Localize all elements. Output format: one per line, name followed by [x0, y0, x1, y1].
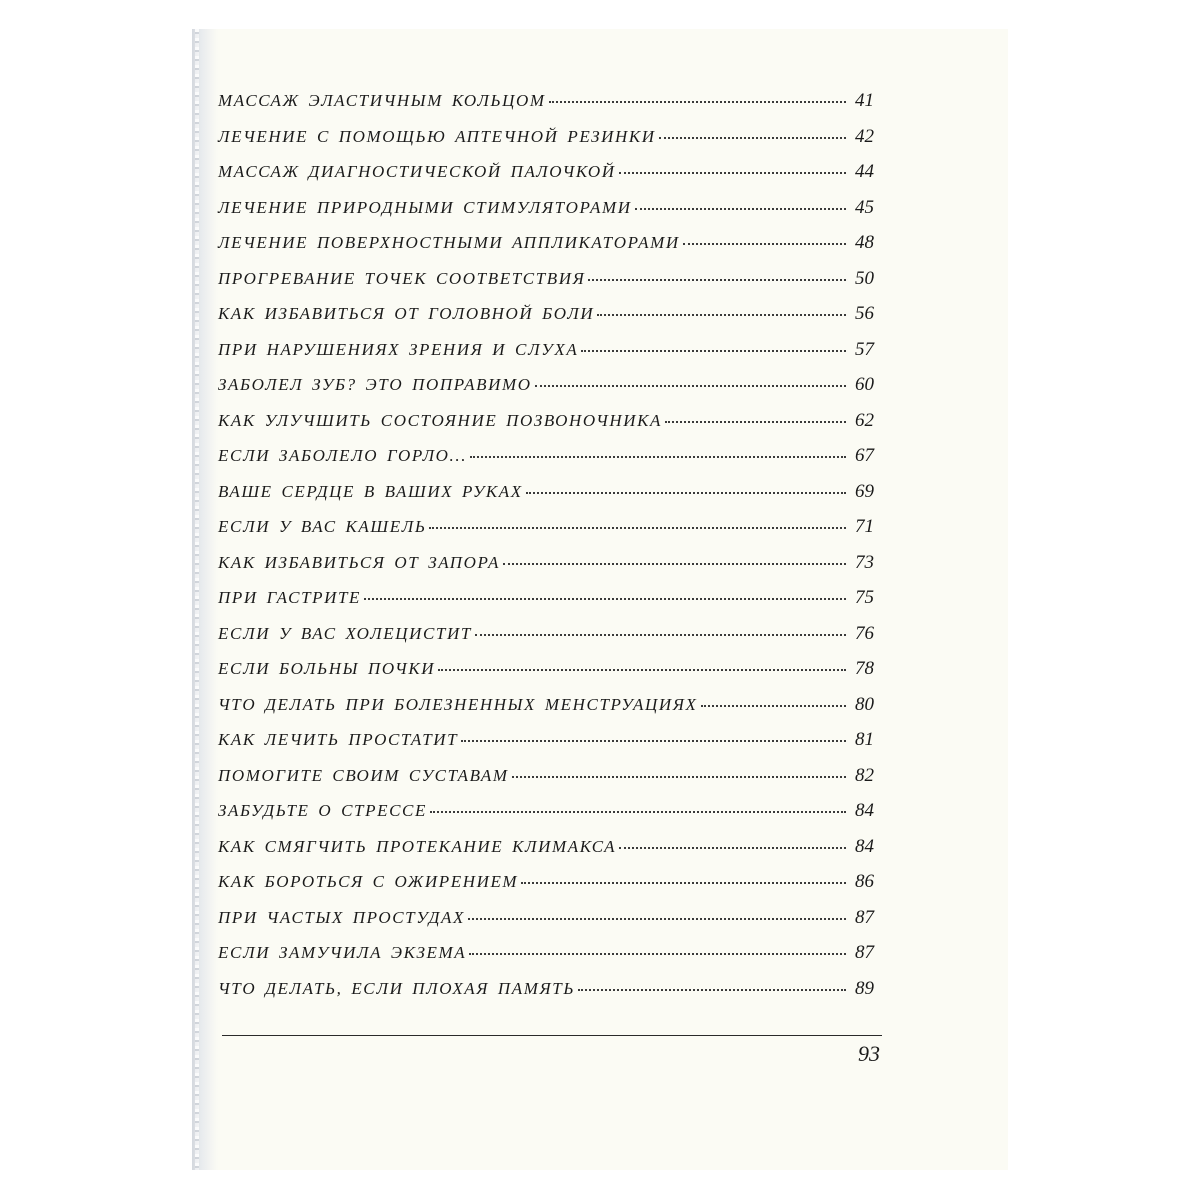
toc-entry-page-number: 45	[855, 196, 874, 218]
toc-entry-title: ЕСЛИ У ВАС КАШЕЛЬ	[218, 517, 427, 536]
toc-dot-leader	[665, 421, 846, 423]
toc-dot-leader	[578, 989, 846, 991]
toc-entry-page-number: 82	[855, 764, 874, 786]
toc-entry-page-number: 73	[855, 551, 874, 573]
toc-entry-title: ЗАБУДЬТЕ О СТРЕССЕ	[218, 801, 427, 820]
toc-entry-page-number: 76	[855, 622, 874, 644]
toc-dot-leader	[364, 598, 846, 600]
toc-dot-leader	[581, 350, 846, 352]
toc-entry-page-number: 48	[855, 232, 874, 253]
toc-dot-leader	[597, 314, 846, 316]
page-number: 93	[858, 1041, 880, 1066]
toc-entry-title: ЕСЛИ ЗАБОЛЕЛО ГОРЛО...	[218, 446, 468, 465]
toc-entry	[218, 942, 874, 978]
toc-entry	[218, 303, 874, 339]
toc-entry	[218, 836, 874, 872]
toc-entry	[218, 800, 874, 836]
toc-entry-page-number: 56	[855, 303, 874, 324]
toc-entry-page-number: 75	[855, 587, 874, 608]
toc-entry	[218, 410, 874, 446]
toc-dot-leader	[469, 953, 846, 955]
toc-entry	[218, 232, 874, 268]
toc-dot-leader	[430, 811, 846, 813]
toc-dot-leader	[521, 882, 846, 884]
toc-entry	[218, 978, 874, 1014]
book-page	[192, 29, 1008, 1170]
toc-entry-title: ЧТО ДЕЛАТЬ ПРИ БОЛЕЗНЕННЫХ МЕНСТРУАЦИЯХ	[218, 694, 698, 714]
toc-entry	[218, 90, 874, 126]
toc-entry-page-number: 84	[855, 835, 874, 857]
toc-entry-title: ЛЕЧЕНИЕ ПОВЕРХНОСТНЫМИ АППЛИКАТОРАМИ	[218, 233, 680, 252]
toc-entry-title: ЕСЛИ БОЛЬНЫ ПОЧКИ	[218, 659, 436, 678]
toc-entry	[218, 516, 874, 552]
toc-entry	[218, 729, 874, 765]
toc-entry-page-number: 62	[855, 409, 874, 431]
toc-entry-title: ЛЕЧЕНИЕ ПРИРОДНЫМИ СТИМУЛЯТОРАМИ	[218, 197, 632, 217]
toc-entry-page-number: 67	[855, 445, 874, 466]
toc-entry-title: ЛЕЧЕНИЕ С ПОМОЩЬЮ АПТЕЧНОЙ РЕЗИНКИ	[218, 126, 656, 146]
toc-entry-page-number: 69	[855, 480, 874, 502]
book-spine-shadow	[192, 29, 218, 1170]
toc-entry-title: КАК БОРОТЬСЯ С ОЖИРЕНИЕМ	[218, 872, 519, 891]
toc-entry-title: КАК УЛУЧШИТЬ СОСТОЯНИЕ ПОЗВОНОЧНИКА	[218, 410, 663, 430]
toc-entry-title: ЕСЛИ ЗАМУЧИЛА ЭКЗЕМА	[218, 943, 467, 962]
toc-entry-title: КАК ИЗБАВИТЬСЯ ОТ ЗАПОРА	[218, 552, 501, 572]
toc-entry	[218, 623, 874, 659]
toc-entry-title: КАК ИЗБАВИТЬСЯ ОТ ГОЛОВНОЙ БОЛИ	[218, 304, 595, 323]
toc-entry-title: ЗАБОЛЕЛ ЗУБ? ЭТО ПОПРАВИМО	[218, 375, 532, 394]
toc-dot-leader	[475, 634, 846, 636]
toc-entry	[218, 694, 874, 730]
table-of-contents	[218, 90, 874, 1013]
toc-entry	[218, 161, 874, 197]
toc-dot-leader	[635, 208, 846, 210]
toc-dot-leader	[438, 669, 846, 671]
toc-entry-page-number: 57	[855, 338, 874, 360]
toc-dot-leader	[429, 527, 846, 529]
toc-entry-page-number: 84	[855, 800, 874, 821]
toc-entry-page-number: 71	[855, 516, 874, 537]
toc-entry-title: МАССАЖ ДИАГНОСТИЧЕСКОЙ ПАЛОЧКОЙ	[218, 162, 616, 181]
toc-entry	[218, 907, 874, 943]
toc-entry-title: МАССАЖ ЭЛАСТИЧНЫМ КОЛЬЦОМ	[218, 91, 546, 110]
toc-dot-leader	[659, 137, 846, 139]
toc-dot-leader	[701, 705, 846, 707]
toc-entry-page-number: 60	[855, 374, 874, 395]
toc-entry	[218, 268, 874, 304]
toc-dot-leader	[619, 847, 846, 849]
toc-entry	[218, 658, 874, 694]
toc-entry	[218, 445, 874, 481]
toc-dot-leader	[468, 918, 846, 920]
toc-entry-title: ВАШЕ СЕРДЦЕ В ВАШИХ РУКАХ	[218, 481, 523, 501]
toc-entry-title: ЧТО ДЕЛАТЬ, ЕСЛИ ПЛОХАЯ ПАМЯТЬ	[218, 978, 575, 998]
toc-dot-leader	[549, 101, 846, 103]
toc-entry-title: ПРИ НАРУШЕНИЯХ ЗРЕНИЯ И СЛУХА	[218, 339, 579, 359]
toc-entry-page-number: 81	[855, 729, 874, 750]
toc-entry-title: ПРИ ГАСТРИТЕ	[218, 588, 362, 607]
toc-dot-leader	[503, 563, 846, 565]
toc-entry	[218, 765, 874, 801]
toc-entry-page-number: 89	[855, 977, 874, 999]
toc-dot-leader	[535, 385, 846, 387]
toc-entry	[218, 197, 874, 233]
toc-entry-page-number: 87	[855, 942, 874, 963]
toc-entry-title: КАК ЛЕЧИТЬ ПРОСТАТИТ	[218, 730, 459, 749]
toc-entry-page-number: 80	[855, 693, 874, 715]
toc-dot-leader	[619, 172, 846, 174]
toc-entry-page-number: 44	[855, 161, 874, 182]
toc-dot-leader	[683, 243, 846, 245]
toc-entry-page-number: 87	[855, 906, 874, 928]
toc-entry	[218, 339, 874, 375]
footer-divider	[222, 1035, 882, 1036]
toc-entry	[218, 871, 874, 907]
toc-entry	[218, 374, 874, 410]
toc-entry	[218, 126, 874, 162]
toc-dot-leader	[461, 740, 846, 742]
toc-entry-page-number: 41	[855, 90, 874, 111]
toc-dot-leader	[470, 456, 846, 458]
toc-entry-page-number: 50	[855, 267, 874, 289]
toc-entry	[218, 587, 874, 623]
toc-entry	[218, 552, 874, 588]
toc-entry-page-number: 78	[855, 658, 874, 679]
toc-dot-leader	[526, 492, 846, 494]
toc-entry-title: ПРИ ЧАСТЫХ ПРОСТУДАХ	[218, 907, 465, 927]
toc-entry-title: ЕСЛИ У ВАС ХОЛЕЦИСТИТ	[218, 623, 472, 643]
toc-entry-title: ПОМОГИТЕ СВОИМ СУСТАВАМ	[218, 765, 509, 785]
toc-entry-page-number: 86	[855, 871, 874, 892]
toc-entry-title: КАК СМЯГЧИТЬ ПРОТЕКАНИЕ КЛИМАКСА	[218, 836, 617, 856]
toc-entry-title: ПРОГРЕВАНИЕ ТОЧЕК СООТВЕТСТВИЯ	[218, 268, 586, 288]
toc-dot-leader	[588, 279, 846, 281]
toc-entry	[218, 481, 874, 517]
toc-entry-page-number: 42	[855, 125, 874, 147]
toc-dot-leader	[512, 776, 846, 778]
